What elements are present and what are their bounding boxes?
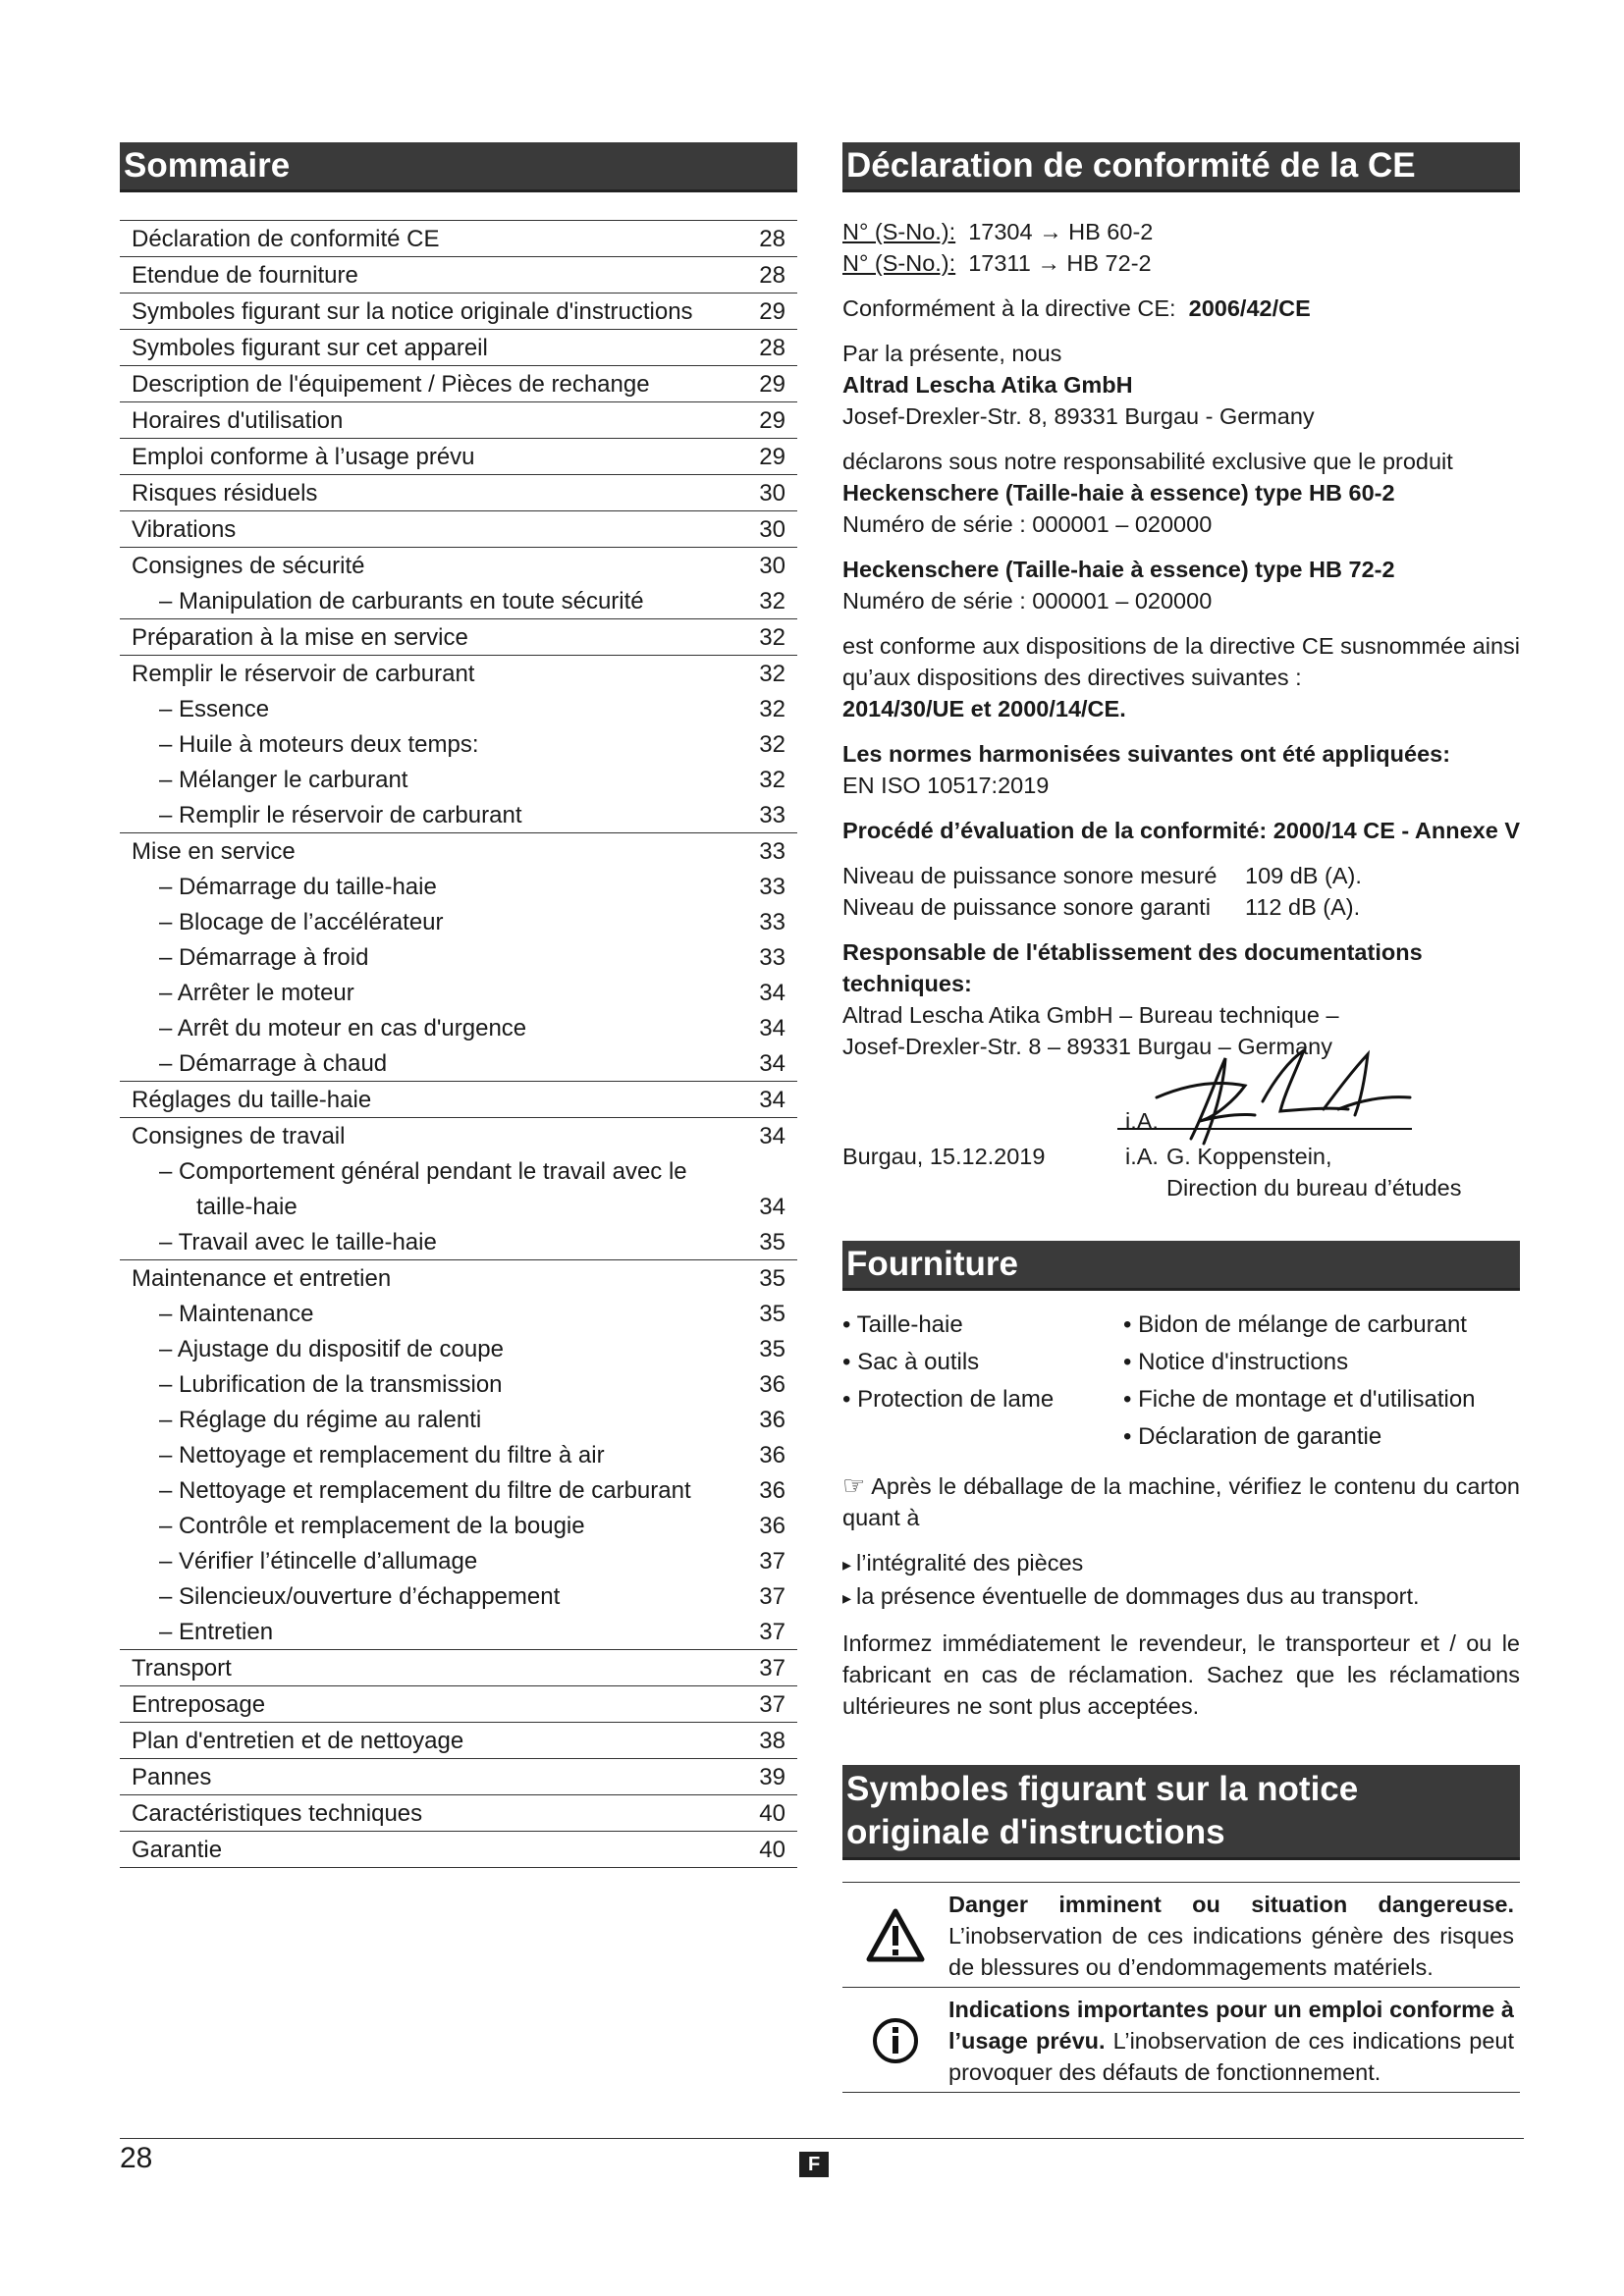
toc-row [120,1224,797,1259]
toc-entry-page: 35 [759,1301,785,1327]
toc-entry-text: Symboles figurant sur la notice originale d'instructions [132,298,693,325]
check-item-1: ▸ l’intégralité des pièces [842,1547,1520,1580]
product-2: Heckenschere (Taille-haie à essence) type HB 72-2 [842,557,1395,582]
toc-entry-text: Emploi conforme à l’usage prévu [132,444,475,470]
list-item: • Bidon de mélange de carburant [1123,1307,1520,1344]
toc-entry-page: 37 [759,1583,785,1610]
toc-entry-text: – Entretien [132,1618,746,1647]
toc-entry-text: Entreposage [132,1691,266,1718]
fourniture-title: Fourniture [842,1241,1520,1291]
toc-entry-page: 32 [759,588,785,614]
toc-entry-page: 29 [759,371,785,398]
toc-entry-page: 35 [759,1229,785,1255]
table-row [842,1988,1520,2093]
unpacking-note: ☞ Après le déballage de la machine, vérifiez le contenu du carton quant à [842,1470,1520,1530]
toc-entry-text: – Contrôle et remplacement de la bougie [132,1512,746,1541]
toc-entry-text: – Huile à moteurs deux temps: [132,730,746,760]
toc-row [120,1331,797,1366]
toc-entry-page: 34 [759,1050,785,1077]
danger-text: Danger imminent ou situation dangereuse. L’inobservation de ces indications génère des risques de blessures ou d’endommagements matériels. [948,1892,1514,1980]
toc-entry-page: 29 [759,444,785,470]
toc-entry-text: – Nettoyage et remplacement du filtre de carburant [132,1476,746,1506]
toc-entry-page: 28 [759,335,785,361]
toc-entry-text: Consignes de sécurité [132,553,365,579]
sno-2: 17311 → HB 72-2 [968,250,1152,276]
toc-entry-page: 38 [759,1728,785,1754]
toc-row [120,1649,797,1685]
toc-entry-text: – Comportement général pendant le travail avec le [132,1157,746,1187]
toc-row [120,510,797,547]
page-number: 28 [120,2142,153,2174]
company-address: Josef-Drexler-Str. 8, 89331 Burgau - Germany [842,403,1315,429]
signatory-role: Direction du bureau d’études [1166,1175,1462,1201]
list-item: • Taille-haie [842,1307,1123,1344]
warning-triangle-icon [866,1908,925,1963]
toc-row [120,1758,797,1794]
sno-1: 17304 → HB 60-2 [968,219,1154,244]
toc-entry-page: 40 [759,1837,785,1863]
declaration-title: Déclaration de conformité de la CE [842,142,1520,192]
toc-entry-page: 37 [759,1655,785,1682]
toc-entry-text: Remplir le réservoir de carburant [132,661,475,687]
toc-entry-page: 34 [759,1194,785,1220]
toc-entry-page: 37 [759,1548,785,1575]
toc-row [120,1402,797,1437]
toc-row [120,869,797,904]
responsible-title: Responsable de l'établissement des documentations techniques: [842,939,1423,996]
toc-entry-page: 36 [759,1442,785,1468]
toc-entry-text: – Travail avec le taille-haie [132,1228,746,1257]
toc-entry-text: Description de l'équipement / Pièces de rechange [132,371,650,398]
toc-entry-text: Caractéristiques techniques [132,1800,423,1827]
toc-entry-page: 29 [759,407,785,434]
toc-row [120,365,797,401]
toc-entry-page: 30 [759,516,785,543]
toc-entry-page: 34 [759,1015,785,1041]
toc-row [120,1508,797,1543]
list-item: • Fiche de montage et d'utilisation [1123,1381,1520,1418]
toc-entry-page: 34 [759,1123,785,1149]
toc-entry-page: 32 [759,696,785,722]
directive-line: Conformément à la directive CE: 2006/42/CE [842,295,1311,321]
toc-row [120,797,797,832]
toc-row [120,1153,797,1189]
list-item: • Déclaration de garantie [1123,1418,1520,1456]
toc-entry-page: 33 [759,802,785,828]
toc-entry-text: – Démarrage du taille-haie [132,873,746,902]
toc-entry-text: taille-haie [196,1194,298,1220]
company-name: Altrad Lescha Atika GmbH [842,372,1133,398]
info-text: Indications importantes pour un emploi conforme à l’usage prévu. L’inobservation de ces indications peut provoquer des défauts de fonctionnement. [948,1997,1515,2085]
toc-row [120,904,797,939]
footer-divider [120,2138,1524,2139]
toc-entry-text: – Démarrage à froid [132,943,746,973]
toc-entry-page: 39 [759,1764,785,1790]
language-tag: F [799,2152,829,2177]
norm-value: EN ISO 10517:2019 [842,773,1050,798]
list-item: • Notice d'instructions [1123,1344,1520,1381]
toc-entry-page: 32 [759,661,785,687]
list-item: • Protection de lame [842,1381,1123,1418]
toc-entry-page: 32 [759,731,785,758]
toc-entry-text: – Réglage du régime au ralenti [132,1406,746,1435]
toc-row [120,438,797,474]
toc-entry-text: – Manipulation de carburants en toute sécurité [132,587,746,616]
declare-text: déclarons sous notre responsabilité exclusive que le produit [842,449,1453,474]
toc-entry-text: – Silencieux/ouverture d’échappement [132,1582,746,1612]
toc-entry-page: 36 [759,1477,785,1504]
hand-pointer-icon: ☞ [842,1470,866,1500]
toc-row [120,655,797,691]
toc-row [120,1045,797,1081]
par-la-presente: Par la présente, nous [842,341,1062,366]
toc-row [120,401,797,438]
toc-row [120,1296,797,1331]
toc-entry-text: – Maintenance [132,1300,746,1329]
noise-levels: Niveau de puissance sonore mesuré 109 dB (A). Niveau de puissance sonore garanti 112 dB (A). [842,863,1362,920]
toc-list [120,220,797,1868]
symbols-title: Symboles figurant sur la notice originale d'instructions [842,1765,1520,1860]
norms-title: Les normes harmonisées suivantes ont été appliquées: [842,741,1451,767]
toc-row [120,1189,797,1224]
toc-entry-text: Vibrations [132,516,237,543]
toc-entry-text: Etendue de fourniture [132,262,358,289]
place-date: Burgau, 15.12.2019 [842,1144,1046,1169]
toc-entry-page: 35 [759,1265,785,1292]
toc-row [120,1010,797,1045]
conformity-text: est conforme aux dispositions de la directive CE susnommée ainsi qu’aux dispositions des directives suivantes : [842,633,1520,690]
toc-entry-page: 28 [759,262,785,289]
toc-entry-page: 34 [759,1087,785,1113]
toc-entry-page: 33 [759,909,785,935]
toc-row [120,1366,797,1402]
toc-row [120,1259,797,1296]
toc-row [120,583,797,618]
toc-entry-page: 32 [759,767,785,793]
toc-row [120,1472,797,1508]
right-column [842,142,1520,2093]
product-1: Heckenschere (Taille-haie à essence) type HB 60-2 [842,480,1395,506]
toc-entry-text: Préparation à la mise en service [132,624,468,651]
responsible-line-2: Josef-Drexler-Str. 8 – 89331 Burgau – Germany [842,1034,1332,1059]
toc-entry-page: 33 [759,944,785,971]
toc-entry-text: Symboles figurant sur cet appareil [132,335,488,361]
toc-entry-text: – Nettoyage et remplacement du filtre à air [132,1441,746,1470]
toc-row [120,220,797,256]
toc-row [120,726,797,762]
toc-entry-text: – Ajustage du dispositif de coupe [132,1335,746,1364]
sno-label: N° (S-No.): [842,250,956,276]
toc-title: Sommaire [120,142,797,192]
toc-entry-page: 33 [759,838,785,865]
toc-row [120,1081,797,1117]
table-row [842,1883,1520,1988]
toc-row [120,1614,797,1649]
toc-entry-text: Déclaration de conformité CE [132,226,440,252]
toc-entry-text: – Mélanger le carburant [132,766,746,795]
list-item: • Sac à outils [842,1344,1123,1381]
toc-entry-page: 30 [759,480,785,507]
toc-entry-page: 36 [759,1513,785,1539]
claims-note: Informez immédiatement le revendeur, le transporteur et / ou le fabricant en cas de réclamation. Sachez que les réclamations ultérieures ne sont plus acceptées. [842,1630,1520,1719]
directive-value: 2006/42/CE [1188,295,1311,321]
signatory-name: G. Koppenstein, [1166,1144,1332,1169]
toc-row [120,547,797,583]
toc-entry-page: 33 [759,874,785,900]
toc-row [120,618,797,655]
toc-entry-text: Horaires d'utilisation [132,407,344,434]
toc-entry-text: – Blocage de l’accélérateur [132,908,746,937]
toc-row [120,1794,797,1831]
toc-entry-text: Consignes de travail [132,1123,346,1149]
toc-entry-page: 35 [759,1336,785,1362]
toc-entry-text: – Arrêt du moteur en cas d'urgence [132,1014,746,1043]
toc-entry-page: 32 [759,624,785,651]
toc-row [120,1437,797,1472]
toc-entry-text: – Vérifier l’étincelle d’allumage [132,1547,746,1576]
toc-entry-page: 30 [759,553,785,579]
toc-entry-text: Garantie [132,1837,223,1863]
toc-entry-page: 34 [759,980,785,1006]
toc-entry-text: Mise en service [132,838,296,865]
toc-entry-page: 37 [759,1619,785,1645]
toc-row [120,1543,797,1578]
toc-row [120,975,797,1010]
toc-entry-page: 36 [759,1371,785,1398]
check-item-2: ▸ la présence éventuelle de dommages dus au transport. [842,1580,1520,1614]
toc-row [120,762,797,797]
toc-row [120,256,797,293]
toc-entry-page: 40 [759,1800,785,1827]
toc-entry-page: 28 [759,226,785,252]
toc-entry-text: Maintenance et entretien [132,1265,392,1292]
procedure-line: Procédé d’évaluation de la conformité: 2000/14 CE - Annexe V [842,818,1520,843]
toc-entry-text: – Remplir le réservoir de carburant [132,801,746,830]
fourniture-list [842,1307,1520,1456]
serial-range-2: Numéro de série : 000001 – 020000 [842,588,1213,614]
toc-row [120,832,797,869]
toc-row [120,1685,797,1722]
sno-label: N° (S-No.): [842,219,956,244]
toc-row [120,1831,797,1868]
serial-range-1: Numéro de série : 000001 – 020000 [842,511,1213,537]
toc-entry-text: Transport [132,1655,232,1682]
toc-entry-text: – Démarrage à chaud [132,1049,746,1079]
directives-list: 2014/30/UE et 2000/14/CE. [842,696,1126,721]
toc-entry-text: Plan d'entretien et de nettoyage [132,1728,464,1754]
responsible-line-1: Altrad Lescha Atika GmbH – Bureau technique – [842,1002,1339,1028]
toc-entry-page: 37 [759,1691,785,1718]
toc-entry-page: 36 [759,1407,785,1433]
toc-row [120,1722,797,1758]
toc-entry-page: 29 [759,298,785,325]
info-icon [871,2016,920,2065]
toc-entry-text: – Essence [132,695,746,724]
ia-bottom: i.A. [1125,1144,1159,1169]
ia-top: i.A. [1125,1108,1159,1134]
toc-row [120,474,797,510]
toc-row [120,293,797,329]
toc-entry-text: – Arrêter le moteur [132,979,746,1008]
toc-entry-text: Réglages du taille-haie [132,1087,372,1113]
toc-entry-text: Risques résiduels [132,480,318,507]
toc-row [120,329,797,365]
toc-entry-text: – Lubrification de la transmission [132,1370,746,1400]
toc-section [120,142,797,1868]
signature-block [842,1062,1520,1201]
symbols-table [842,1882,1520,2093]
serial-numbers [842,216,1520,279]
toc-row [120,1578,797,1614]
toc-row [120,939,797,975]
toc-row [120,691,797,726]
toc-entry-text: Pannes [132,1764,212,1790]
toc-row [120,1117,797,1153]
